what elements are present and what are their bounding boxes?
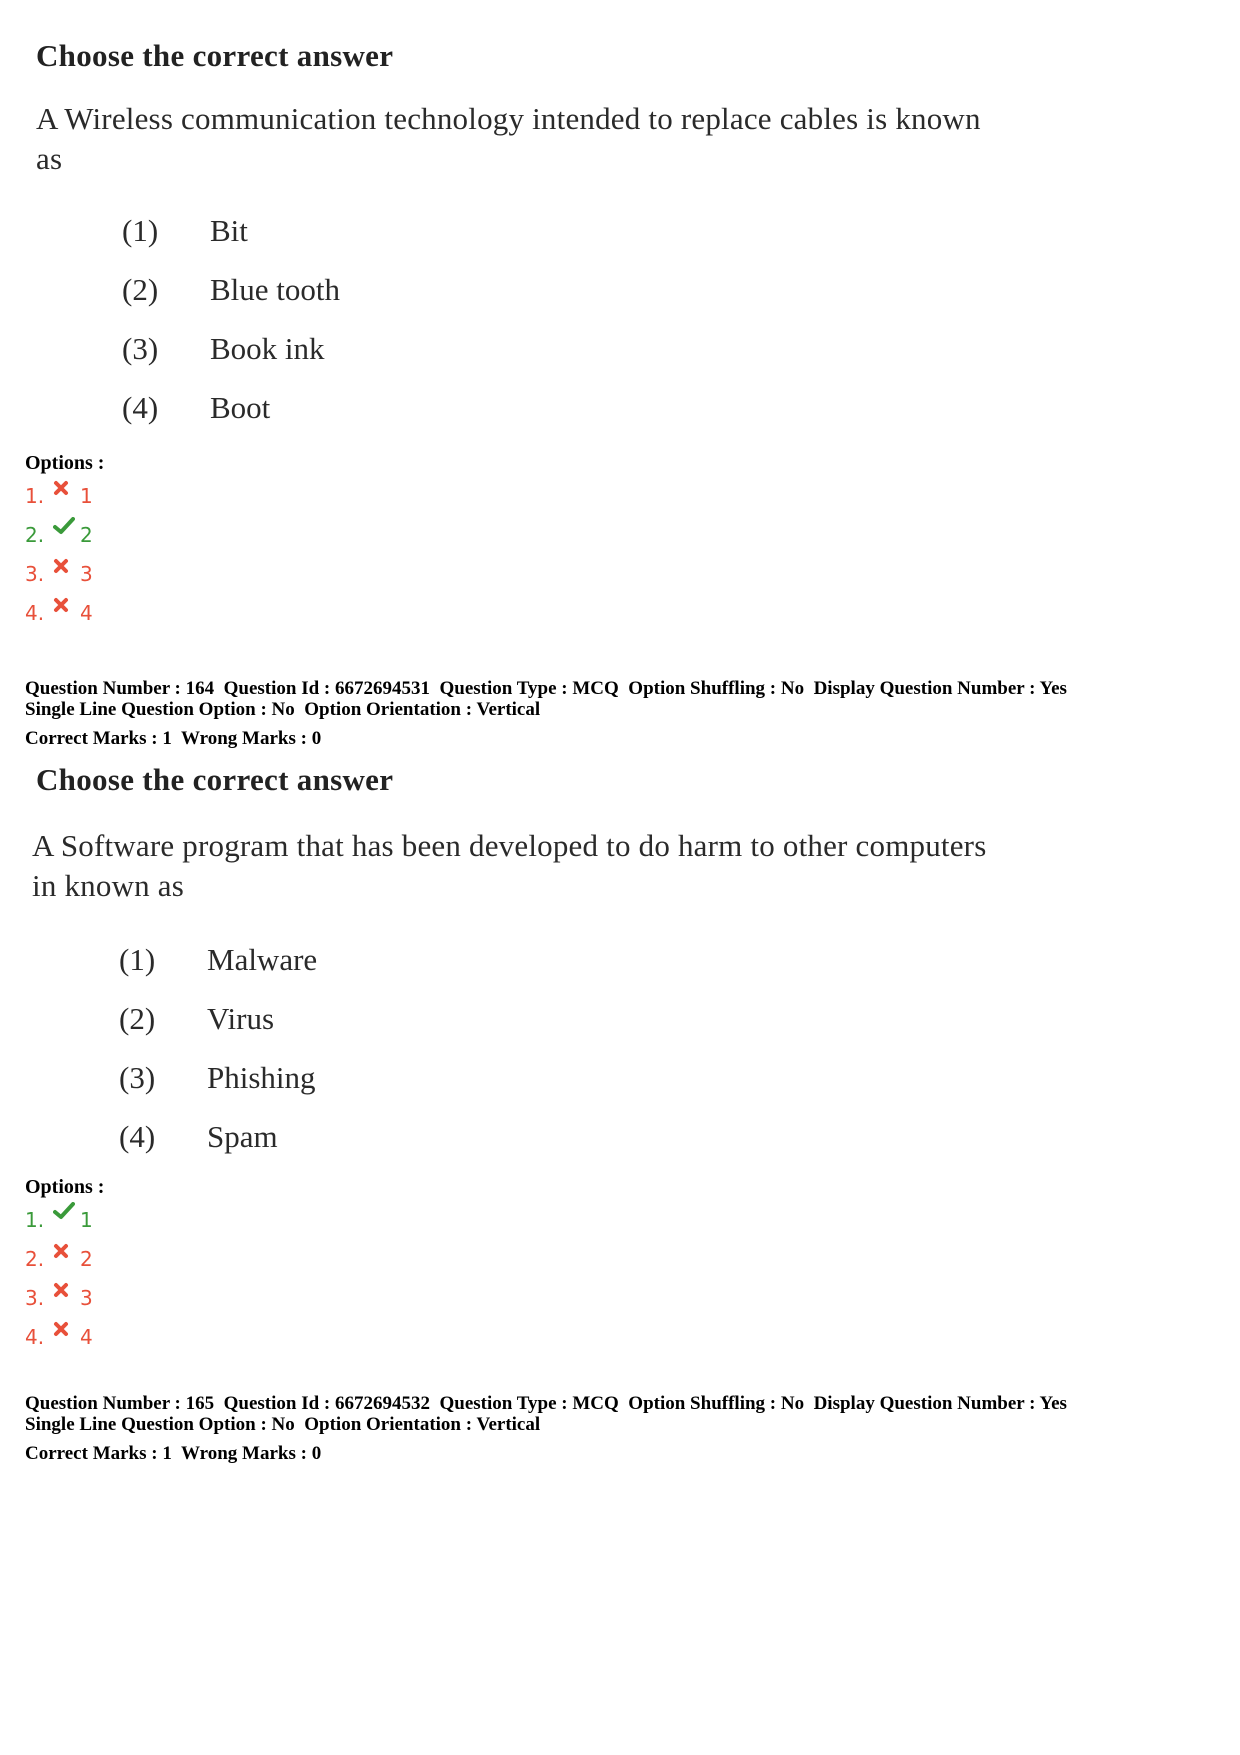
option-index: 1.: [25, 1208, 45, 1232]
choice-item: [122, 272, 340, 331]
option-row: [25, 1322, 93, 1352]
choice-item: [122, 213, 340, 272]
marks-meta-line: Correct Marks : 1 Wrong Marks : 0: [25, 728, 322, 749]
question-text: [36, 99, 1116, 179]
option-row: [25, 1244, 93, 1274]
options-label: Options :: [25, 452, 105, 474]
option-index: 2.: [25, 523, 45, 547]
option-value: 1: [80, 484, 93, 508]
question-image: [0, 760, 1240, 1210]
option-row: [25, 559, 93, 589]
choice-item: [119, 1119, 317, 1178]
choice-number: (1): [122, 213, 159, 248]
question-text-line: A Software program that has been developed to do harm to other computers: [32, 828, 987, 863]
cross-icon: [53, 1240, 77, 1264]
question-heading: Choose the correct answer: [36, 762, 394, 797]
option-row: [25, 520, 93, 550]
option-index: 4.: [25, 1325, 45, 1349]
option-row: [25, 1205, 93, 1235]
question-text-line: in known as: [32, 868, 185, 903]
choice-text: Malware: [207, 942, 318, 977]
cross-icon: [53, 477, 77, 501]
choice-number: (1): [119, 942, 156, 977]
choice-list: [122, 213, 340, 449]
option-row: [25, 1283, 93, 1313]
choice-item: [119, 1001, 317, 1060]
choice-item: [122, 331, 340, 390]
check-icon: [53, 1201, 77, 1225]
option-row: [25, 481, 93, 511]
choice-number: (4): [119, 1119, 156, 1154]
choice-text: Spam: [207, 1119, 278, 1154]
choice-text: Phishing: [207, 1060, 316, 1095]
option-index: 3.: [25, 562, 45, 586]
cross-icon: [53, 1318, 77, 1342]
option-value: 3: [80, 562, 93, 586]
choice-number: (2): [122, 272, 159, 307]
choice-text: Book ink: [210, 331, 325, 366]
question-meta-line: Single Line Question Option : No Option Orientation : Vertical: [25, 699, 541, 720]
question-image: [0, 0, 1240, 450]
question-meta-line: Question Number : 164 Question Id : 6672694531 Question Type : MCQ Option Shuffling : No Display Question Number : Yes: [25, 678, 1067, 699]
choice-item: [119, 942, 317, 1001]
question-meta-line: Question Number : 165 Question Id : 6672694532 Question Type : MCQ Option Shuffling : No Display Question Number : Yes: [25, 1393, 1067, 1414]
question-heading: Choose the correct answer: [36, 38, 394, 73]
question-text-line: A Wireless communication technology intended to replace cables is known: [36, 101, 981, 136]
choice-number: (3): [122, 331, 159, 366]
check-icon: [53, 516, 77, 540]
choice-text: Bit: [210, 213, 248, 248]
choice-list: [119, 942, 317, 1178]
question-text: [32, 826, 1112, 906]
question-text-line: as: [36, 141, 63, 176]
choice-item: [122, 390, 340, 449]
choice-text: Blue tooth: [210, 272, 341, 307]
choice-text: Boot: [210, 390, 271, 425]
option-value: 4: [80, 601, 93, 625]
option-index: 3.: [25, 1286, 45, 1310]
option-value: 3: [80, 1286, 93, 1310]
choice-text: Virus: [207, 1001, 275, 1036]
choice-number: (3): [119, 1060, 156, 1095]
option-value: 2: [80, 523, 93, 547]
option-value: 1: [80, 1208, 93, 1232]
cross-icon: [53, 594, 77, 618]
option-index: 1.: [25, 484, 45, 508]
choice-number: (2): [119, 1001, 156, 1036]
choice-item: [119, 1060, 317, 1119]
marks-meta-line: Correct Marks : 1 Wrong Marks : 0: [25, 1443, 322, 1464]
options-label: Options :: [25, 1176, 105, 1198]
choice-number: (4): [122, 390, 159, 425]
cross-icon: [53, 555, 77, 579]
question-meta-line: Single Line Question Option : No Option Orientation : Vertical: [25, 1414, 541, 1435]
option-value: 2: [80, 1247, 93, 1271]
cross-icon: [53, 1279, 77, 1303]
option-index: 4.: [25, 601, 45, 625]
option-value: 4: [80, 1325, 93, 1349]
option-row: [25, 598, 93, 628]
option-index: 2.: [25, 1247, 45, 1271]
